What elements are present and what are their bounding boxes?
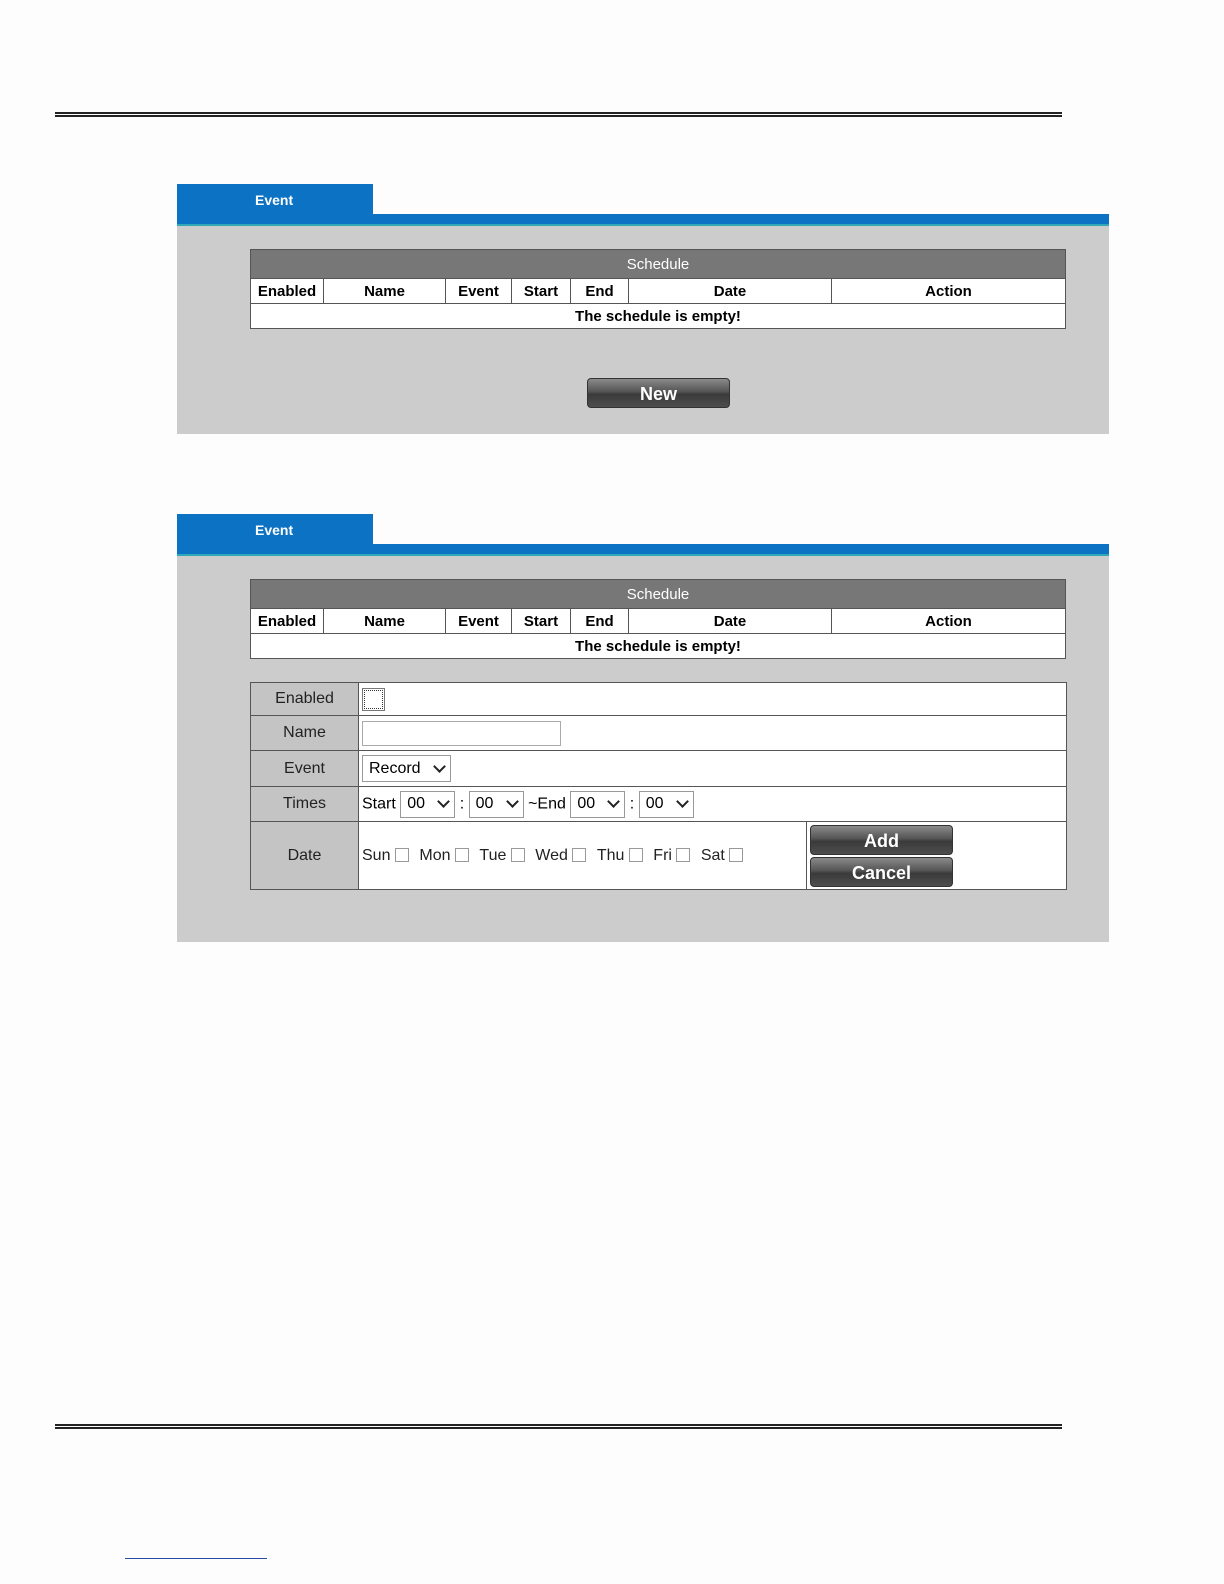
event-label: Event	[251, 751, 359, 787]
start-minute-select[interactable]	[469, 791, 524, 818]
day-mon	[419, 847, 469, 865]
date-label: Date	[251, 822, 359, 890]
schedule-form	[250, 682, 1067, 890]
end-minute-select[interactable]	[639, 791, 694, 818]
end-hour-select[interactable]	[570, 791, 625, 818]
col-name: Name	[324, 279, 446, 304]
schedule-table	[250, 249, 1066, 329]
tab-bar-accent	[177, 224, 1109, 226]
event-panel-form	[177, 514, 1109, 942]
col-start: Start	[512, 279, 571, 304]
day-sat-checkbox[interactable]	[729, 848, 743, 862]
day-sun-checkbox[interactable]	[395, 848, 409, 862]
day-fri-checkbox[interactable]	[676, 848, 690, 862]
tab-strip	[177, 184, 1109, 224]
day-label: Mon	[419, 846, 451, 864]
footer-rule	[55, 1424, 1062, 1429]
col-date: Date	[629, 609, 832, 634]
day-label: Fri	[653, 846, 672, 864]
event-panel-list	[177, 184, 1109, 434]
name-label: Name	[251, 716, 359, 751]
schedule-table	[250, 579, 1066, 659]
day-label: Sat	[700, 846, 725, 864]
tab-bar-accent	[177, 554, 1109, 556]
day-tue	[479, 847, 524, 865]
header-rule	[55, 112, 1062, 117]
end-minute-value: 00	[645, 795, 664, 812]
day-thu	[597, 847, 643, 865]
name-input[interactable]	[362, 721, 561, 746]
tab-strip	[177, 514, 1109, 554]
chevron-down-icon	[437, 795, 450, 808]
empty-message: The schedule is empty!	[251, 634, 1066, 659]
col-end: End	[571, 609, 629, 634]
enabled-checkbox[interactable]	[362, 688, 385, 711]
day-fri	[653, 847, 690, 865]
event-select-value: Record	[369, 759, 421, 777]
day-sat	[701, 847, 743, 865]
day-label: Tue	[479, 846, 507, 864]
form-actions	[807, 822, 1067, 890]
chevron-down-icon	[607, 795, 620, 808]
col-end: End	[571, 279, 629, 304]
tab-event[interactable]: Event	[177, 184, 373, 224]
start-label: Start	[362, 795, 396, 812]
day-sun	[362, 847, 409, 865]
col-date: Date	[629, 279, 832, 304]
cancel-button[interactable]: Cancel	[810, 857, 953, 887]
start-hour-value: 00	[407, 795, 426, 812]
day-label: Wed	[535, 846, 568, 864]
start-minute-value: 00	[475, 795, 494, 812]
col-action: Action	[832, 609, 1066, 634]
day-label: Sun	[362, 846, 391, 864]
day-label: Thu	[596, 846, 625, 864]
time-separator: :	[629, 795, 635, 812]
time-separator: :	[459, 795, 465, 812]
schedule-caption: Schedule	[251, 580, 1066, 609]
schedule-caption: Schedule	[251, 250, 1066, 279]
chevron-down-icon	[433, 760, 446, 773]
tab-event[interactable]: Event	[177, 514, 373, 554]
col-action: Action	[832, 279, 1066, 304]
event-select[interactable]	[362, 755, 451, 782]
enabled-label: Enabled	[251, 683, 359, 716]
col-start: Start	[512, 609, 571, 634]
day-wed	[535, 847, 586, 865]
schedule-header-row	[251, 279, 1066, 304]
col-event: Event	[446, 609, 512, 634]
day-wed-checkbox[interactable]	[572, 848, 586, 862]
chevron-down-icon	[506, 795, 519, 808]
chevron-down-icon	[676, 795, 689, 808]
col-name: Name	[324, 609, 446, 634]
col-event: Event	[446, 279, 512, 304]
col-enabled: Enabled	[251, 279, 324, 304]
end-hour-value: 00	[577, 795, 596, 812]
new-button[interactable]: New	[587, 378, 730, 408]
day-mon-checkbox[interactable]	[455, 848, 469, 862]
day-thu-checkbox[interactable]	[629, 848, 643, 862]
footer-link-underline	[125, 1558, 267, 1559]
day-tue-checkbox[interactable]	[511, 848, 525, 862]
end-label: ~End	[528, 795, 566, 812]
times-label: Times	[251, 787, 359, 822]
col-enabled: Enabled	[251, 609, 324, 634]
empty-message: The schedule is empty!	[251, 304, 1066, 329]
start-hour-select[interactable]	[400, 791, 455, 818]
schedule-header-row	[251, 609, 1066, 634]
add-button[interactable]: Add	[810, 825, 953, 855]
